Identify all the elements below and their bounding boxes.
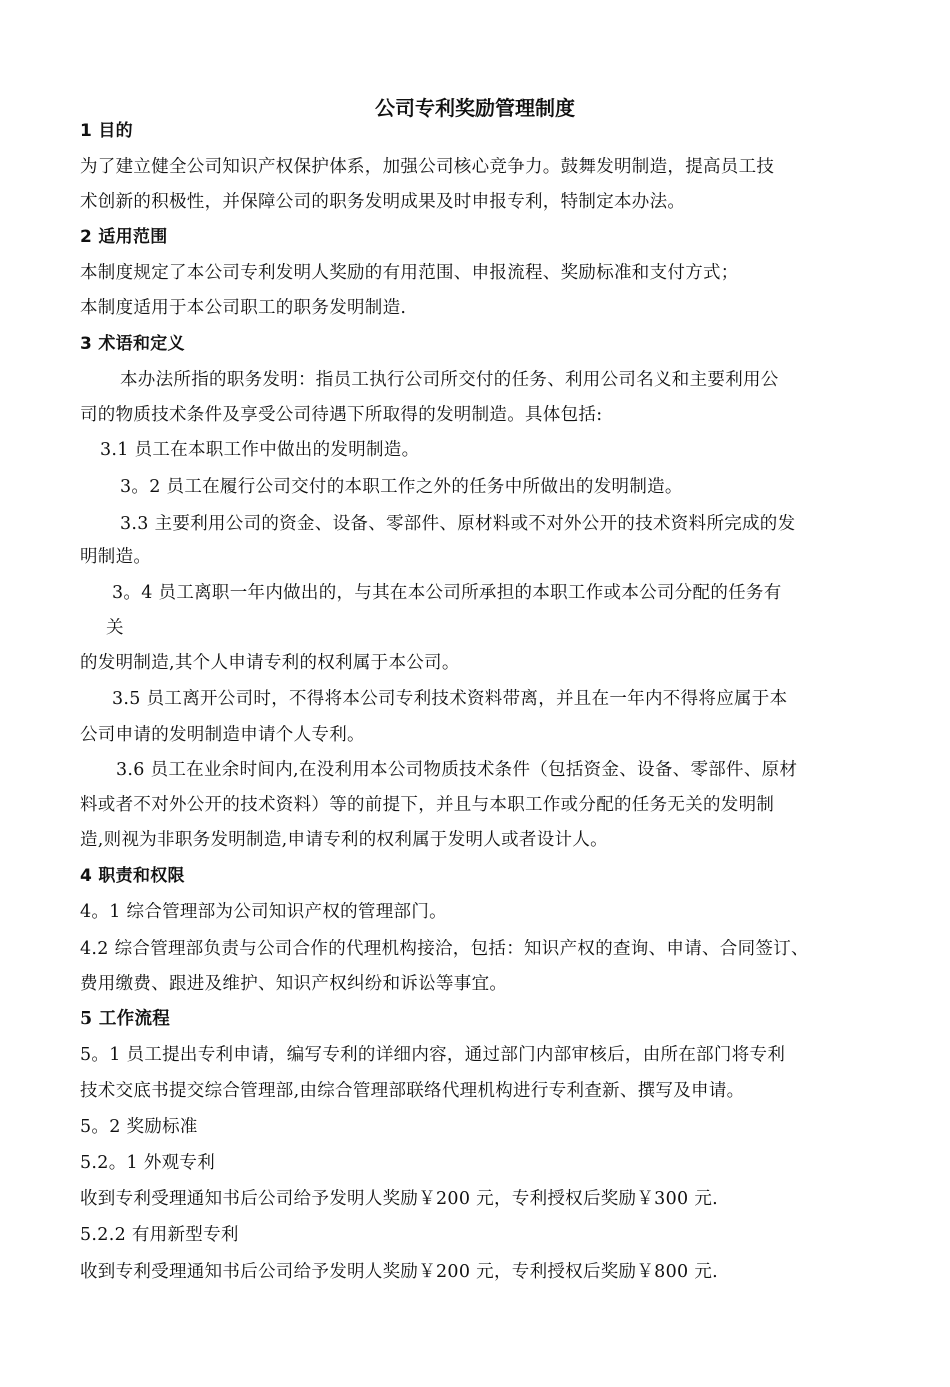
document-title: 公司专利奖励管理制度 — [375, 96, 575, 120]
item-5-2-2: 5.2.2 有用新型专利 — [80, 1225, 239, 1245]
section-2-paragraph-1: 本制度规定了本公司专利发明人奖励的有用范围、申报流程、奖励标准和支付方式； — [80, 263, 739, 283]
section-3-intro-line-1: 本办法所指的职务发明：指员工执行公司所交付的任务、利用公司名义和主要利用公 — [120, 370, 779, 390]
section-4-heading: 4 职责和权限 — [80, 866, 185, 886]
section-1-paragraph-line-1: 为了建立健全公司知识产权保护体系，加强公司核心竞争力。鼓舞发明制造，提高员工技 — [80, 157, 775, 177]
section-3-heading: 3 术语和定义 — [80, 334, 185, 354]
item-5-2: 5。2 奖励标准 — [80, 1117, 198, 1137]
item-3-6-line-1: 3.6 员工在业余时间内,在没利用本公司物质技术条件（包括资金、设备、零部件、原材 — [116, 760, 798, 780]
item-3-3-line-1: 3.3 主要利用公司的资金、设备、零部件、原材料或不对外公开的技术资料所完成的发 — [120, 514, 796, 534]
item-3-4-line-3: 的发明制造,其个人申请专利的权利属于本公司。 — [80, 653, 460, 673]
item-4-2-line-2: 费用缴费、跟进及维护、知识产权纠纷和诉讼等事宜。 — [80, 974, 508, 994]
item-5-1-line-1: 5。1 员工提出专利申请，编写专利的详细内容，通过部门内部审核后，由所在部门将专利 — [80, 1045, 786, 1065]
section-2-heading: 2 适用范围 — [80, 227, 168, 247]
item-4-1: 4。1 综合管理部为公司知识产权的管理部门。 — [80, 902, 447, 922]
item-3-5-line-1: 3.5 员工离开公司时，不得将本公司专利技术资料带离，并且在一年内不得将应属于本 — [112, 689, 788, 709]
item-3-6-line-2: 料或者不对外公开的技术资料）等的前提下，并且与本职工作或分配的任务无关的发明制 — [80, 795, 775, 815]
item-3-4-line-2: 关 — [106, 618, 124, 638]
section-5-heading: 5 工作流程 — [80, 1009, 171, 1029]
item-3-1: 3.1 员工在本职工作中做出的发明制造。 — [100, 440, 420, 460]
section-1-paragraph-line-2: 术创新的积极性，并保障公司的职务发明成果及时申报专利，特制定本办法。 — [80, 192, 686, 212]
item-4-2-line-1: 4.2 综合管理部负责与公司合作的代理机构接洽，包括：知识产权的查询、申请、合同签订、 — [80, 939, 809, 959]
item-3-3-line-2: 明制造。 — [80, 547, 152, 567]
item-5-2-2-text: 收到专利受理通知书后公司给予发明人奖励￥200 元，专利授权后奖励￥800 元. — [80, 1262, 718, 1282]
item-5-1-line-2: 技术交底书提交综合管理部,由综合管理部联络代理机构进行专利查新、撰写及申请。 — [80, 1081, 745, 1101]
item-3-6-line-3: 造,则视为非职务发明制造,申请专利的权利属于发明人或者设计人。 — [80, 830, 608, 850]
section-1-heading: 1 目的 — [80, 121, 133, 141]
section-3-intro-line-2: 司的物质技术条件及享受公司待遇下所取得的发明制造。具体包括: — [80, 405, 603, 425]
item-5-2-1-text: 收到专利受理通知书后公司给予发明人奖励￥200 元，专利授权后奖励￥300 元. — [80, 1189, 718, 1209]
item-5-2-1: 5.2。1 外观专利 — [80, 1153, 216, 1173]
section-2-paragraph-2: 本制度适用于本公司职工的职务发明制造. — [80, 298, 407, 318]
item-3-4-line-1: 3。4 员工离职一年内做出的，与其在本公司所承担的本职工作或本公司分配的任务有 — [112, 583, 782, 603]
item-3-2: 3。2 员工在履行公司交付的本职工作之外的任务中所做出的发明制造。 — [120, 477, 683, 497]
item-3-5-line-2: 公司申请的发明制造申请个人专利。 — [80, 725, 365, 745]
